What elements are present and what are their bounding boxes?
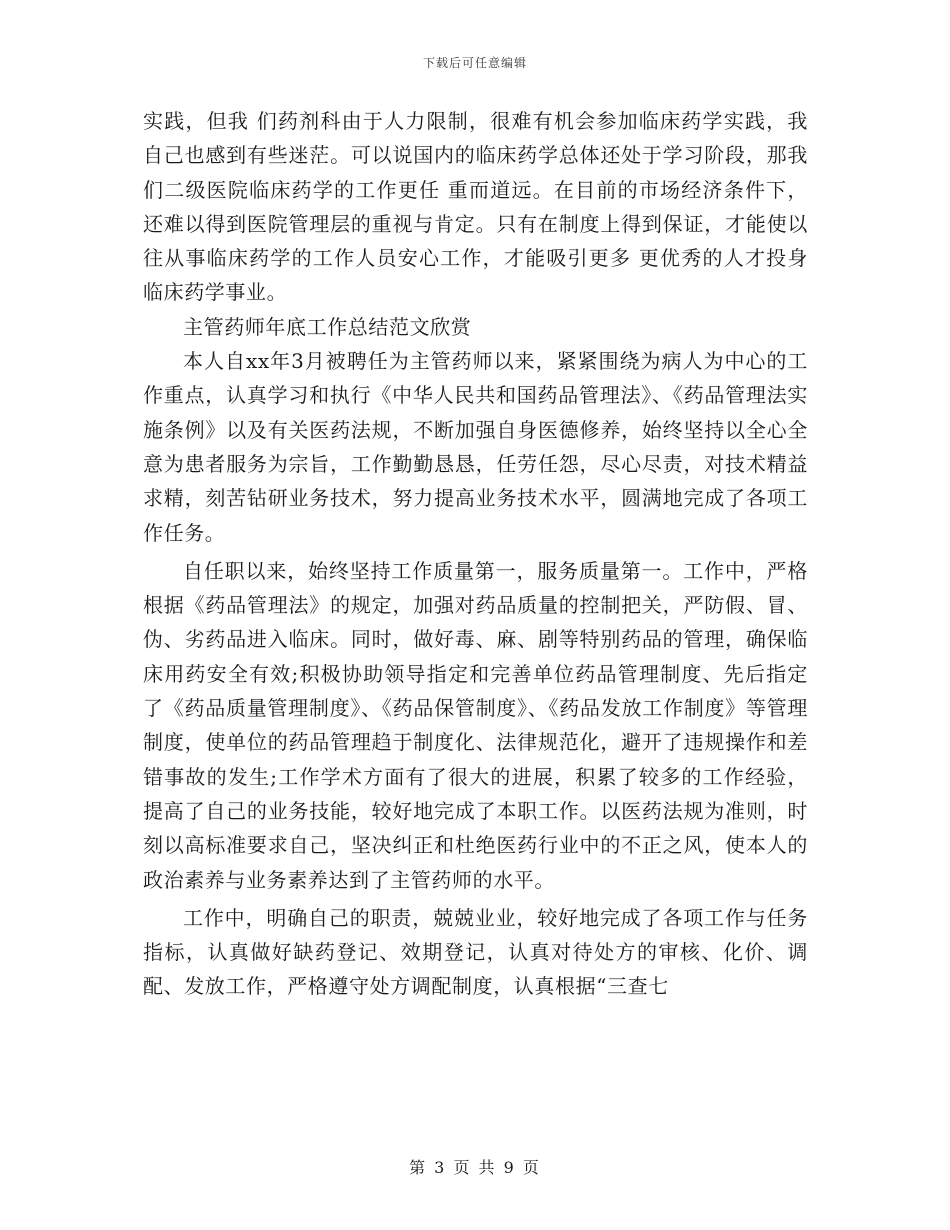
- paragraph-quality: 自任职以来，始终坚持工作质量第一，服务质量第一。工作中，严格根据《药品管理法》的规定，加强对药品质量的控制把关，严防假、冒、伪、劣药品进入临床。同时，做好毒、麻、剧等特别药品的管理，确保临床用药安全有效;积极协助领导指定和完善单位药品管理制度、先后指定了《药品质量管理制度》、《药品保管制度》、《药品发放工作制度》等管理制度，使单位的药品管理趋于制度化、法律规范化，避开了违规操作和差错事故的发生;工作学术方面有了很大的进展，积累了较多的工作经验，提高了自己的业务技能，较好地完成了本职工作。以医药法规为准则，时刻以高标准要求自己，坚决纠正和杜绝医药行业中的不正之风，使本人的政治素养与业务素养达到了主管药师的水平。: [143, 558, 809, 892]
- page-number: 第 3 页 共 9 页: [409, 1158, 541, 1177]
- page-header-note: 下载后可任意编辑: [422, 56, 527, 70]
- paragraph-continuation: 实践，但我 们药剂科由于人力限制，很难有机会参加临床药学实践，我自己也感到有些迷茫。可以说国内的临床药学总体还处于学习阶段，那我们二级医院临床药学的工作更任 重而道远。在目前的市场经济条件下，还难以得到医院管理层的重视与肯定。只有在制度上得到保证，才能使以往从事临床药学的工作人员安心工作，才能吸引更多 更优秀的人才投身临床药学事业。: [143, 109, 808, 305]
- paragraph-duties: 工作中，明确自己的职责，兢兢业业，较好地完成了各项工作与任务指标，认真做好缺药登记、效期登记，认真对待处方的审核、化价、调配、发放工作，严格遵守处方调配制度，认真根据“三查七: [143, 905, 808, 999]
- document-body: [143, 104, 808, 1004]
- paragraph-intro: 本人自xx年3月被聘任为主管药师以来，紧紧围绕为病人为中心的工作重点，认真学习和执行《中华人民共和国药品管理法》、《药品管理法实施条例》以及有关医药法规，不断加强自身医德修养，始终坚持以全心全意为患者服务为宗旨，工作勤勤恳恳，任劳任怨，尽心尽责，对技术精益求精，刻苦钻研业务技术，努力提高业务技术水平，圆满地完成了各项工作任务。: [143, 349, 808, 545]
- section-title: 主管药师年底工作总结范文欣赏: [183, 314, 472, 339]
